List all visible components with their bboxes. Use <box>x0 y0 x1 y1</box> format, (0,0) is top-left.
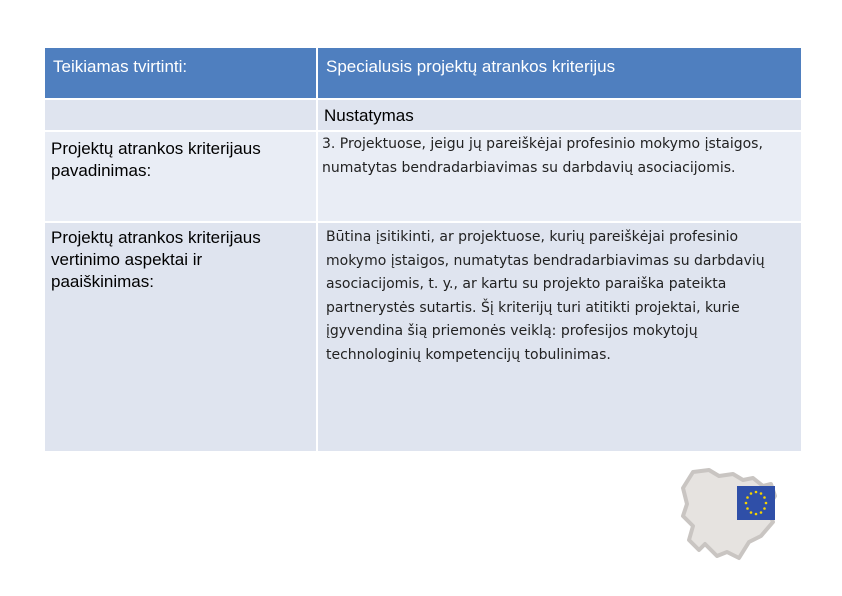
lithuania-map-eu-flag-icon <box>675 466 787 564</box>
subheader-empty-cell <box>45 100 316 130</box>
subheader-label: Nustatymas <box>324 106 414 125</box>
row1-value: 3. Projektuose, jeigu jų pareiškėjai profesinio mokymo įstaigos, numatytas bendradarbiavimas su darbdavių asociacijomis. <box>322 136 763 176</box>
header-label-criterion: Specialusis projektų atrankos kriterijus <box>326 57 616 76</box>
row2-label: Projektų atrankos kriterijaus vertinimo aspektai ir paaiškinimas: <box>51 228 261 291</box>
row1-label-cell <box>45 132 316 221</box>
header-label-submitted: Teikiamas tvirtinti: <box>53 57 188 76</box>
row2-value: Būtina įsitikinti, ar projektuose, kurių pareiškėjai profesinio mokymo įstaigos, numatytas bendradarbiavimas su darbdavių asociacijomis, t. y., ar kartu su projekto paraiška pateikta partnerystės sutartis. Šį kriterijų turi atitikti projektai, kurie įgyvendina šią priemonės veiklą: profesijos mokytojų technologinių kompetencijų tobulinimas. <box>326 229 765 363</box>
header-cell-criterion <box>318 48 801 98</box>
row2-label-cell <box>45 223 316 451</box>
header-cell-submitted <box>45 48 316 98</box>
lithuania-eu-emblem <box>675 466 787 564</box>
row1-value-cell <box>318 132 801 221</box>
row1-label: Projektų atrankos kriterijaus pavadinimas: <box>51 139 261 180</box>
row2-value-cell <box>318 223 801 451</box>
subheader-cell <box>318 100 801 130</box>
